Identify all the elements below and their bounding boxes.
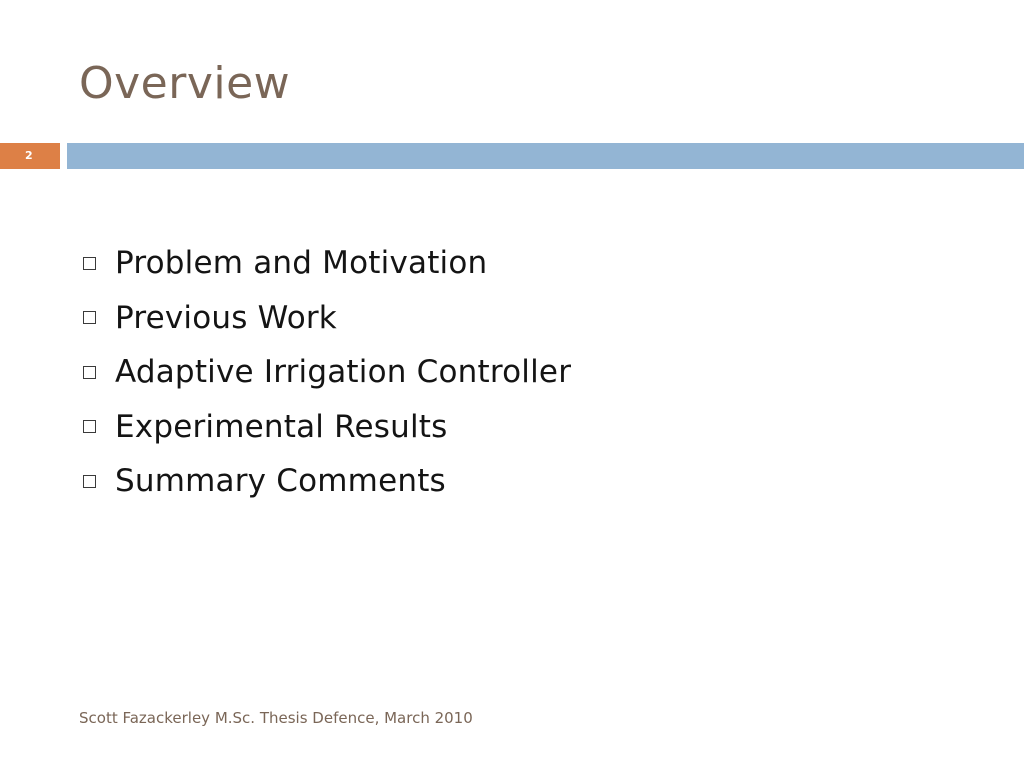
list-item (80, 454, 571, 509)
list-item (80, 291, 571, 346)
slide-number-badge (0, 143, 60, 169)
bullet-text: Experimental Results (115, 408, 448, 445)
square-bullet-icon (83, 420, 96, 433)
square-bullet-icon (83, 475, 96, 488)
square-bullet-icon (83, 257, 96, 270)
slide-footer: Scott Fazackerley M.Sc. Thesis Defence, March 2010 (79, 709, 473, 727)
list-item (80, 345, 571, 400)
square-bullet-icon (83, 311, 96, 324)
bullet-text: Summary Comments (115, 463, 446, 500)
title-divider-bar (67, 143, 1024, 169)
bullet-text: Problem and Motivation (115, 245, 488, 282)
bullet-text: Previous Work (115, 299, 337, 336)
list-item (80, 236, 571, 291)
square-bullet-icon (83, 366, 96, 379)
list-item (80, 400, 571, 455)
bullet-text: Adaptive Irrigation Controller (115, 354, 572, 391)
bullet-list (80, 236, 571, 509)
slide-number: 2 (25, 149, 33, 162)
slide-title: Overview (79, 58, 291, 109)
